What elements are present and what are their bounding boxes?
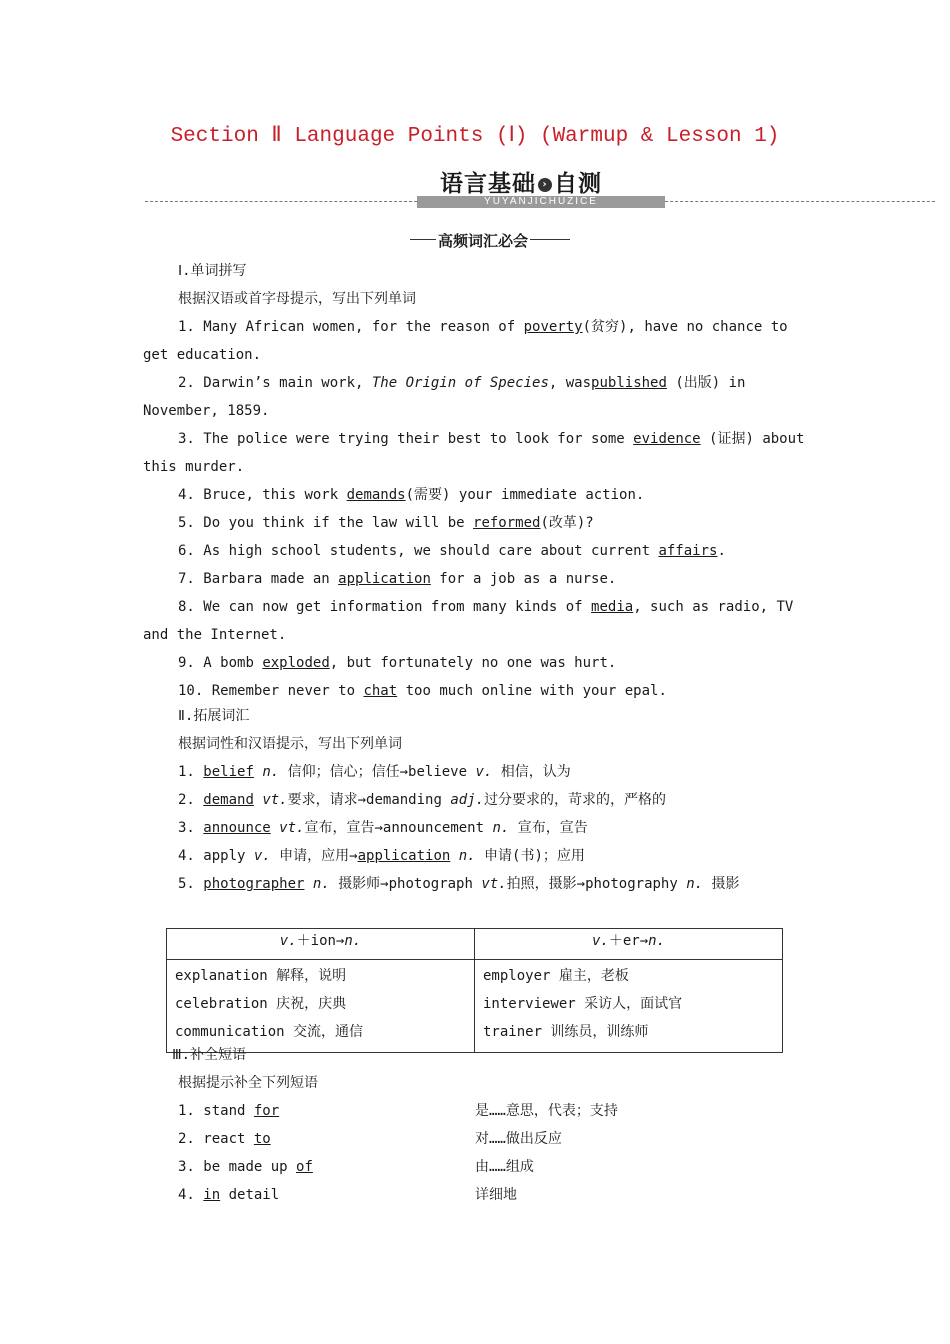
answer: application — [338, 571, 431, 587]
item-number: 5. — [178, 515, 195, 531]
item-text: 要求，请求→demanding — [287, 792, 451, 808]
item-text: Remember never to — [211, 683, 364, 699]
part-of-speech: vt. — [279, 820, 305, 836]
table-header-er — [475, 929, 783, 960]
item-number: 2. — [178, 1131, 195, 1147]
p3-item-3 — [178, 1157, 313, 1177]
item-text: 过分要求的，苛求的，严格的 — [484, 792, 667, 808]
table-cell-left — [167, 960, 475, 1053]
subheading — [410, 230, 570, 250]
item-text: 申请，应用→ — [270, 848, 358, 864]
p2-item-5 — [178, 874, 740, 894]
table-cell-right — [475, 960, 783, 1053]
item-text: too much online with your epal. — [397, 683, 667, 699]
p1-item-2 — [178, 373, 745, 393]
banner-pinyin: YUYANJICHUZICE — [417, 196, 665, 208]
item-number: 2. — [178, 375, 195, 391]
p1-item-6 — [178, 541, 726, 561]
item-number: 7. — [178, 571, 195, 587]
part-of-speech: n. — [312, 876, 330, 892]
header-part: n. — [344, 933, 362, 949]
answer: media — [591, 599, 634, 615]
item-text: 信仰；信心；信任→believe — [287, 764, 476, 780]
part2-instruction: 根据词性和汉语提示，写出下列单词 — [178, 736, 402, 752]
item-text: detail — [220, 1187, 280, 1203]
item-text: , but fortunately no one was hurt. — [329, 655, 617, 671]
item-text: 申请(书)；应用 — [484, 848, 585, 864]
part-of-speech: adj. — [450, 792, 485, 808]
p3-meaning-2: 对……做出反应 — [475, 1131, 562, 1147]
p3-meaning-3: 由……组成 — [475, 1159, 534, 1175]
p1-item-8 — [178, 597, 793, 617]
item-text: Barbara made an — [203, 571, 339, 587]
table-entry: explanation 解释，说明 — [175, 968, 347, 984]
item-text: stand — [203, 1103, 254, 1119]
item-number: 3. — [178, 1159, 195, 1175]
p3-item-2 — [178, 1129, 271, 1149]
item-text: (贫穷), have no chance to — [582, 319, 788, 335]
item-text: Many African women, for the reason of — [203, 319, 524, 335]
answer: published — [591, 375, 667, 391]
answer: demands — [346, 487, 406, 503]
item-text: (出版) in — [666, 375, 746, 391]
table-entry: communication 交流，通信 — [175, 1024, 364, 1040]
table-row — [167, 960, 783, 1053]
item-text: . — [717, 543, 726, 559]
part-of-speech: n. — [492, 820, 510, 836]
p1-item-3 — [178, 429, 804, 449]
item-text: Darwin’s main work, — [203, 375, 372, 391]
item-number: 9. — [178, 655, 195, 671]
part-of-speech: n. — [262, 764, 280, 780]
item-text: 宣布，宣告→announcement — [304, 820, 493, 836]
p2-item-2 — [178, 790, 666, 810]
item-number: 6. — [178, 543, 195, 559]
part-of-speech: v. — [253, 848, 271, 864]
item-text: 相信，认为 — [500, 764, 571, 780]
item-text: 摄影师→photograph — [338, 876, 482, 892]
answer: poverty — [523, 319, 583, 335]
part-of-speech: vt. — [481, 876, 507, 892]
part3-heading: Ⅲ.补全短语 — [172, 1047, 247, 1063]
answer: to — [253, 1131, 271, 1147]
table-entry: celebration 庆祝，庆典 — [175, 996, 347, 1012]
table-entry: employer 雇主，老板 — [483, 968, 629, 984]
banner-heading-part1: 语言基础 — [440, 171, 536, 197]
part-of-speech: n. — [458, 848, 476, 864]
table-header-row — [167, 929, 783, 960]
banner-heading-part2: 自测 — [554, 171, 602, 197]
p3-meaning-4: 详细地 — [475, 1187, 517, 1203]
p2-item-1 — [178, 762, 571, 782]
answer: evidence — [633, 431, 701, 447]
section-title: Section Ⅱ Language Points (Ⅰ) (Warmup & Lesson 1) — [170, 125, 780, 148]
header-part: ＋ion→ — [296, 933, 345, 949]
item-text: (需要) your immediate action. — [405, 487, 645, 503]
item-number: 2. — [178, 792, 195, 808]
item-number: 5. — [178, 876, 195, 892]
header-part: v. — [591, 933, 609, 949]
answer: for — [253, 1103, 280, 1119]
item-text: 宣布，宣告 — [517, 820, 588, 836]
header-part: ＋er→ — [608, 933, 649, 949]
item-number: 3. — [178, 431, 195, 447]
item-text: react — [203, 1131, 254, 1147]
banner-left-rule — [145, 201, 417, 202]
item-number: 1. — [178, 319, 195, 335]
answer: exploded — [262, 655, 330, 671]
p1-item-5 — [178, 513, 594, 533]
item-text: for a job as a nurse. — [430, 571, 617, 587]
item-text: (证据) about — [700, 431, 805, 447]
item-number: 4. — [178, 487, 195, 503]
p3-item-1 — [178, 1101, 279, 1121]
answer: in — [203, 1187, 221, 1203]
item-number: 4. — [178, 848, 195, 864]
p3-meaning-1: 是……意思，代表；支持 — [475, 1103, 618, 1119]
answer: chat — [363, 683, 398, 699]
p2-item-4 — [178, 846, 585, 866]
answer: application — [357, 848, 451, 864]
table-header-ion — [167, 929, 475, 960]
answer: belief — [203, 764, 254, 780]
item-text: apply — [203, 848, 254, 864]
item-text: , such as radio, TV — [633, 599, 794, 615]
chevron-right-icon: › — [538, 178, 552, 192]
item-number: 4. — [178, 1187, 195, 1203]
p1-item-1 — [178, 317, 788, 337]
p1-item-1-cont: get education. — [143, 347, 262, 363]
p1-item-4 — [178, 485, 644, 505]
part1-heading: Ⅰ.单词拼写 — [178, 263, 247, 279]
answer: demand — [203, 792, 254, 808]
item-text: be made up — [203, 1159, 297, 1175]
item-text: We can now get information from many kinds of — [203, 599, 592, 615]
p1-item-10 — [178, 681, 667, 701]
answer: of — [296, 1159, 313, 1175]
p1-item-3-cont: this murder. — [143, 459, 245, 475]
answer: affairs — [658, 543, 718, 559]
p1-item-2-cont: November, 1859. — [143, 403, 270, 419]
p1-item-7 — [178, 569, 616, 589]
item-text: The police were trying their best to look for some — [203, 431, 634, 447]
subheading-text: 高频词汇必会 — [438, 232, 529, 250]
item-text: , was — [548, 375, 592, 391]
answer: announce — [203, 820, 271, 836]
banner-heading — [440, 165, 602, 198]
header-part: v. — [279, 933, 297, 949]
item-number: 10. — [178, 683, 204, 699]
p3-item-4 — [178, 1185, 279, 1205]
word-formation-table — [166, 928, 783, 1053]
part2-heading: Ⅱ.拓展词汇 — [178, 708, 250, 724]
item-text: Do you think if the law will be — [203, 515, 474, 531]
part-of-speech: vt. — [262, 792, 288, 808]
item-text: 拍照，摄影→photography — [506, 876, 687, 892]
table-entry: interviewer 采访人，面试官 — [483, 996, 683, 1012]
part-of-speech: n. — [686, 876, 704, 892]
item-number: 3. — [178, 820, 195, 836]
answer: reformed — [473, 515, 541, 531]
book-title: The Origin of Species — [371, 375, 549, 391]
item-number: 1. — [178, 764, 195, 780]
part3-instruction: 根据提示补全下列短语 — [178, 1075, 318, 1091]
item-number: 8. — [178, 599, 195, 615]
p1-item-8-cont: and the Internet. — [143, 627, 287, 643]
item-text: Bruce, this work — [203, 487, 347, 503]
item-text: A bomb — [203, 655, 263, 671]
p1-item-9 — [178, 653, 616, 673]
part-of-speech: v. — [475, 764, 493, 780]
item-text: As high school students, we should care about current — [203, 543, 659, 559]
part1-instruction: 根据汉语或首字母提示，写出下列单词 — [178, 291, 416, 307]
section-banner — [145, 165, 935, 211]
banner-right-rule — [665, 201, 935, 202]
item-text: (改革)? — [540, 515, 594, 531]
item-number: 1. — [178, 1103, 195, 1119]
header-part: n. — [648, 933, 665, 949]
p2-item-3 — [178, 818, 588, 838]
item-text: 摄影 — [711, 876, 740, 892]
table-entry: trainer 训练员，训练师 — [483, 1024, 649, 1040]
answer: photographer — [203, 876, 305, 892]
